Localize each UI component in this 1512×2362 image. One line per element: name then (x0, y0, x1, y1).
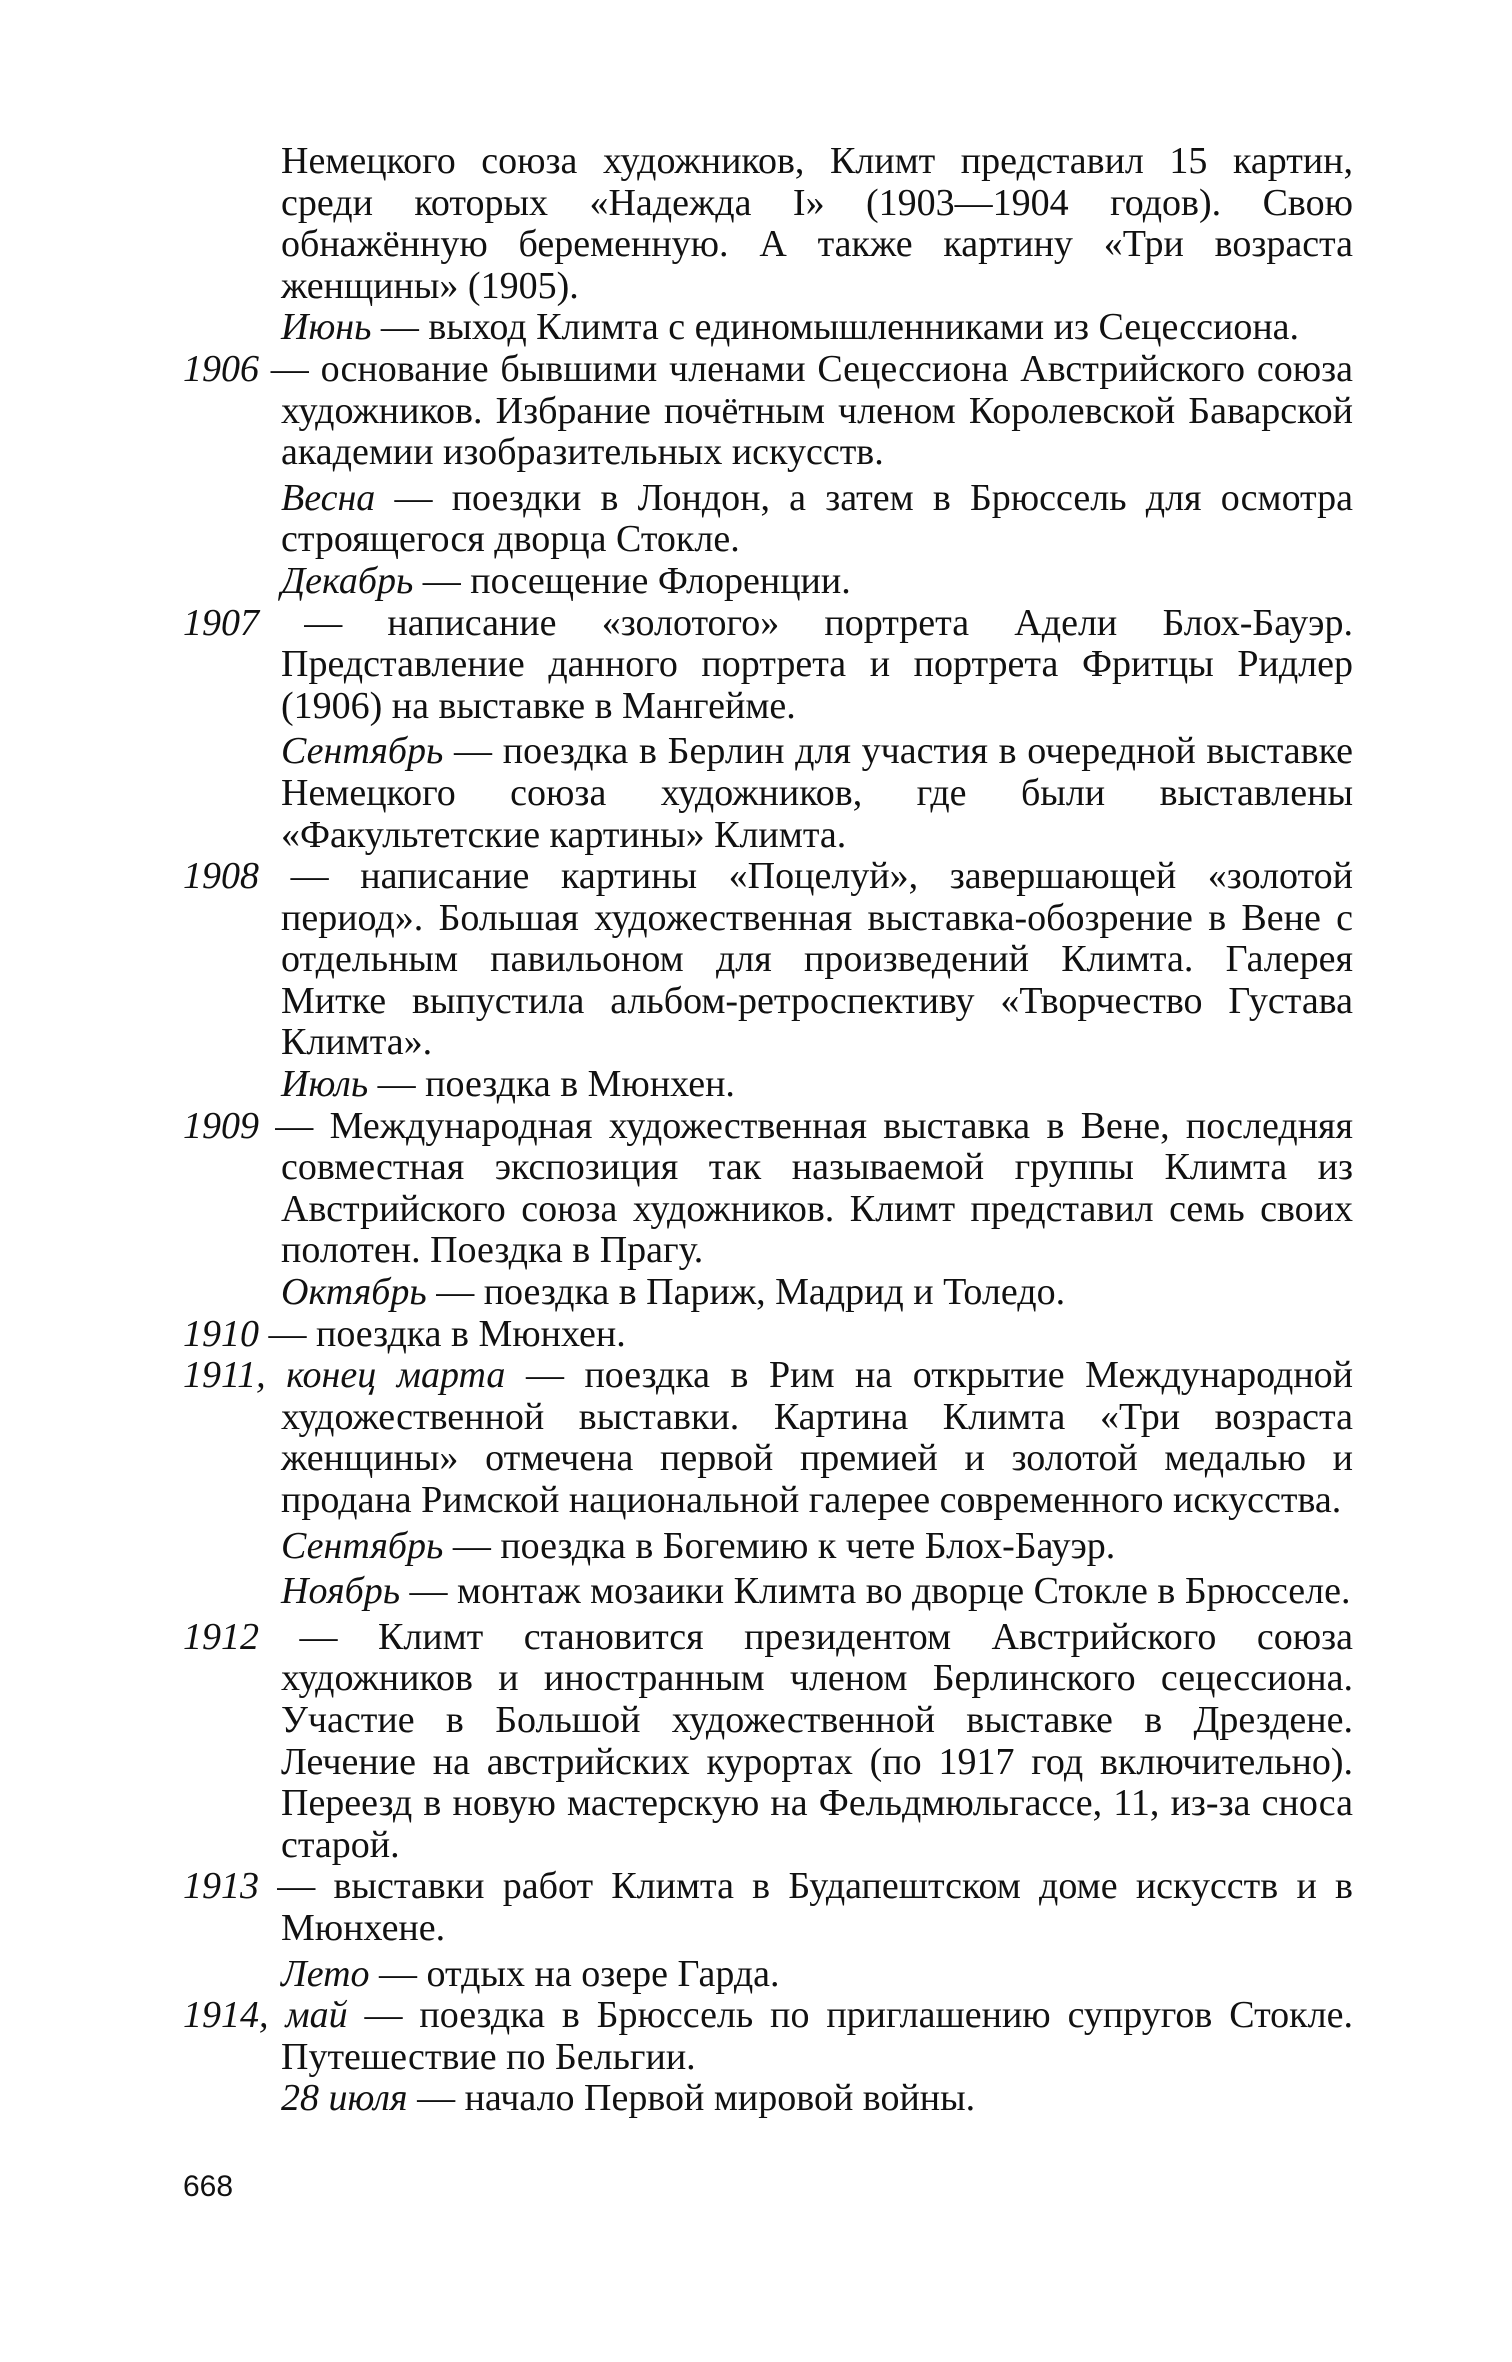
entry-date: 1910 (183, 1312, 259, 1355)
entry-1909 (183, 1106, 1353, 1272)
entry-1911-september (183, 1526, 1353, 1568)
entry-1913 (183, 1866, 1353, 1949)
entry-text: — отдых на озере Гарда. (369, 1952, 780, 1995)
entry-text: — поездка в Рим на открытие Международной художественной выставки. Картина Климта «Три возраста женщины» отмечена первой премией и золотой медалью и продана Римской национальной галерее современного искусства. (281, 1354, 1353, 1521)
entry-date: Сентябрь (281, 730, 444, 773)
entry-text: — поездка в Мюнхен. (368, 1063, 735, 1106)
entry-1906 (183, 349, 1353, 474)
entry-date: 1908 (183, 855, 259, 898)
entry-1908 (183, 856, 1353, 1064)
entry-date: Июль (281, 1063, 369, 1106)
entry-text: — Климт становится президентом Австрийского союза художников и иностранным членом Берлинского сецессиона. Участие в Большой художественной выставке в Дрездене. Лечение на австрийских курортах (по 1917 год включительно). Переезд в новую мастерскую на Фельдмюльгассе, 11, из-за сноса старой. (259, 1615, 1353, 1866)
entry-date: Декабрь (281, 559, 414, 602)
entry-text: — поездки в Лондон, а затем в Брюссель для осмотра строящегося дворца Стокле. (281, 476, 1353, 561)
entry-1906-december (183, 561, 1353, 603)
entry-text: — написание «золотого» портрета Адели Блох-Бауэр. Представление данного портрета и портрета Фритцы Ридлер (1906) на выставке в Мангейме. (259, 601, 1353, 727)
entry-date: 1906 (183, 347, 259, 390)
entry-text: — поездка в Берлин для участия в очередной выставке Немецкого союза художников, где были выставлены «Факультетские картины» Климта. (281, 730, 1353, 856)
chronology-text (183, 141, 1353, 2120)
entry-1911 (183, 1355, 1353, 1521)
entry-1914 (183, 1995, 1353, 2078)
entry-date: Ноябрь (281, 1570, 401, 1613)
entry-text: — выставки работ Климта в Будапештском доме искусств и в Мюнхене. (259, 1865, 1353, 1949)
entry-1910 (183, 1314, 1353, 1356)
entry-text: — начало Первой мировой войны. (407, 2077, 976, 2120)
entry-text: — поездка в Париж, Мадрид и Толедо. (426, 1271, 1066, 1314)
entry-1907 (183, 603, 1353, 728)
entry-date: 1907 (183, 601, 259, 644)
entry-1914-july (183, 2078, 1353, 2120)
entry-1907-september (183, 731, 1353, 856)
intro-paragraph: Немецкого союза художников, Климт представил 15 картин, среди которых «Надежда I» (1903—1904 годов). Свою обнажённую беременную. А также картину «Три возраста женщины» (1905). (281, 140, 1353, 307)
entry-text: — поездка в Брюссель по приглашению супругов Стокле. Путешествие по Бельгии. (281, 1994, 1353, 2078)
entry-date: 1909 (183, 1104, 259, 1147)
entry-date: Сентябрь (281, 1524, 444, 1567)
entry-text: — поездка в Мюнхен. (259, 1312, 626, 1355)
entry-text: — Международная художественная выставка в Вене, последняя совместная экспозиция так называемой группы Климта из Австрийского союза художников. Климт представил семь своих полотен. Поездка в Прагу. (259, 1104, 1353, 1272)
entry-1913-summer (183, 1954, 1353, 1996)
entry-text: — основание бывшими членами Сецессиона Австрийского союза художников. Избрание почётным членом Королевской Баварской академии изобразительных искусств. (259, 347, 1353, 474)
entry-1912 (183, 1617, 1353, 1867)
entry-1911-november (183, 1571, 1353, 1613)
entry-date: 1914, май (183, 1994, 348, 2037)
entry-date: 1911, конец марта (183, 1354, 506, 1397)
entry-date: Весна (281, 476, 376, 519)
entry-date: 1912 (183, 1615, 259, 1658)
entry-date: 1913 (183, 1865, 259, 1908)
page-number: 668 (183, 2170, 234, 2203)
entry-1909-october (183, 1272, 1353, 1314)
entry-1908-july (183, 1064, 1353, 1106)
entry-1906-spring (183, 478, 1353, 561)
entry-date: 28 июля (281, 2077, 408, 2120)
entry-date: Июнь (281, 306, 372, 349)
entry-text: — поездка в Богемию к чете Блох-Бауэр. (443, 1524, 1116, 1567)
entry-text: — посещение Флоренции. (413, 559, 851, 602)
entry-text: — выход Климта с единомышленниками из Сецессиона. (371, 306, 1300, 349)
entry-date: Лето (281, 1952, 370, 1995)
entry-date: Октябрь (281, 1271, 427, 1314)
entry-text: — монтаж мозаики Климта во дворце Стокле в Брюсселе. (400, 1570, 1351, 1613)
entry-1905-june (183, 307, 1353, 349)
entry-text: — написание картины «Поцелуй», завершающей «золотой период». Большая художественная выставка-обозрение в Вене с отдельным павильоном для произведений Климта. Галерея Митке выпустила альбом-ретроспективу «Творчество Густава Климта». (259, 855, 1353, 1064)
